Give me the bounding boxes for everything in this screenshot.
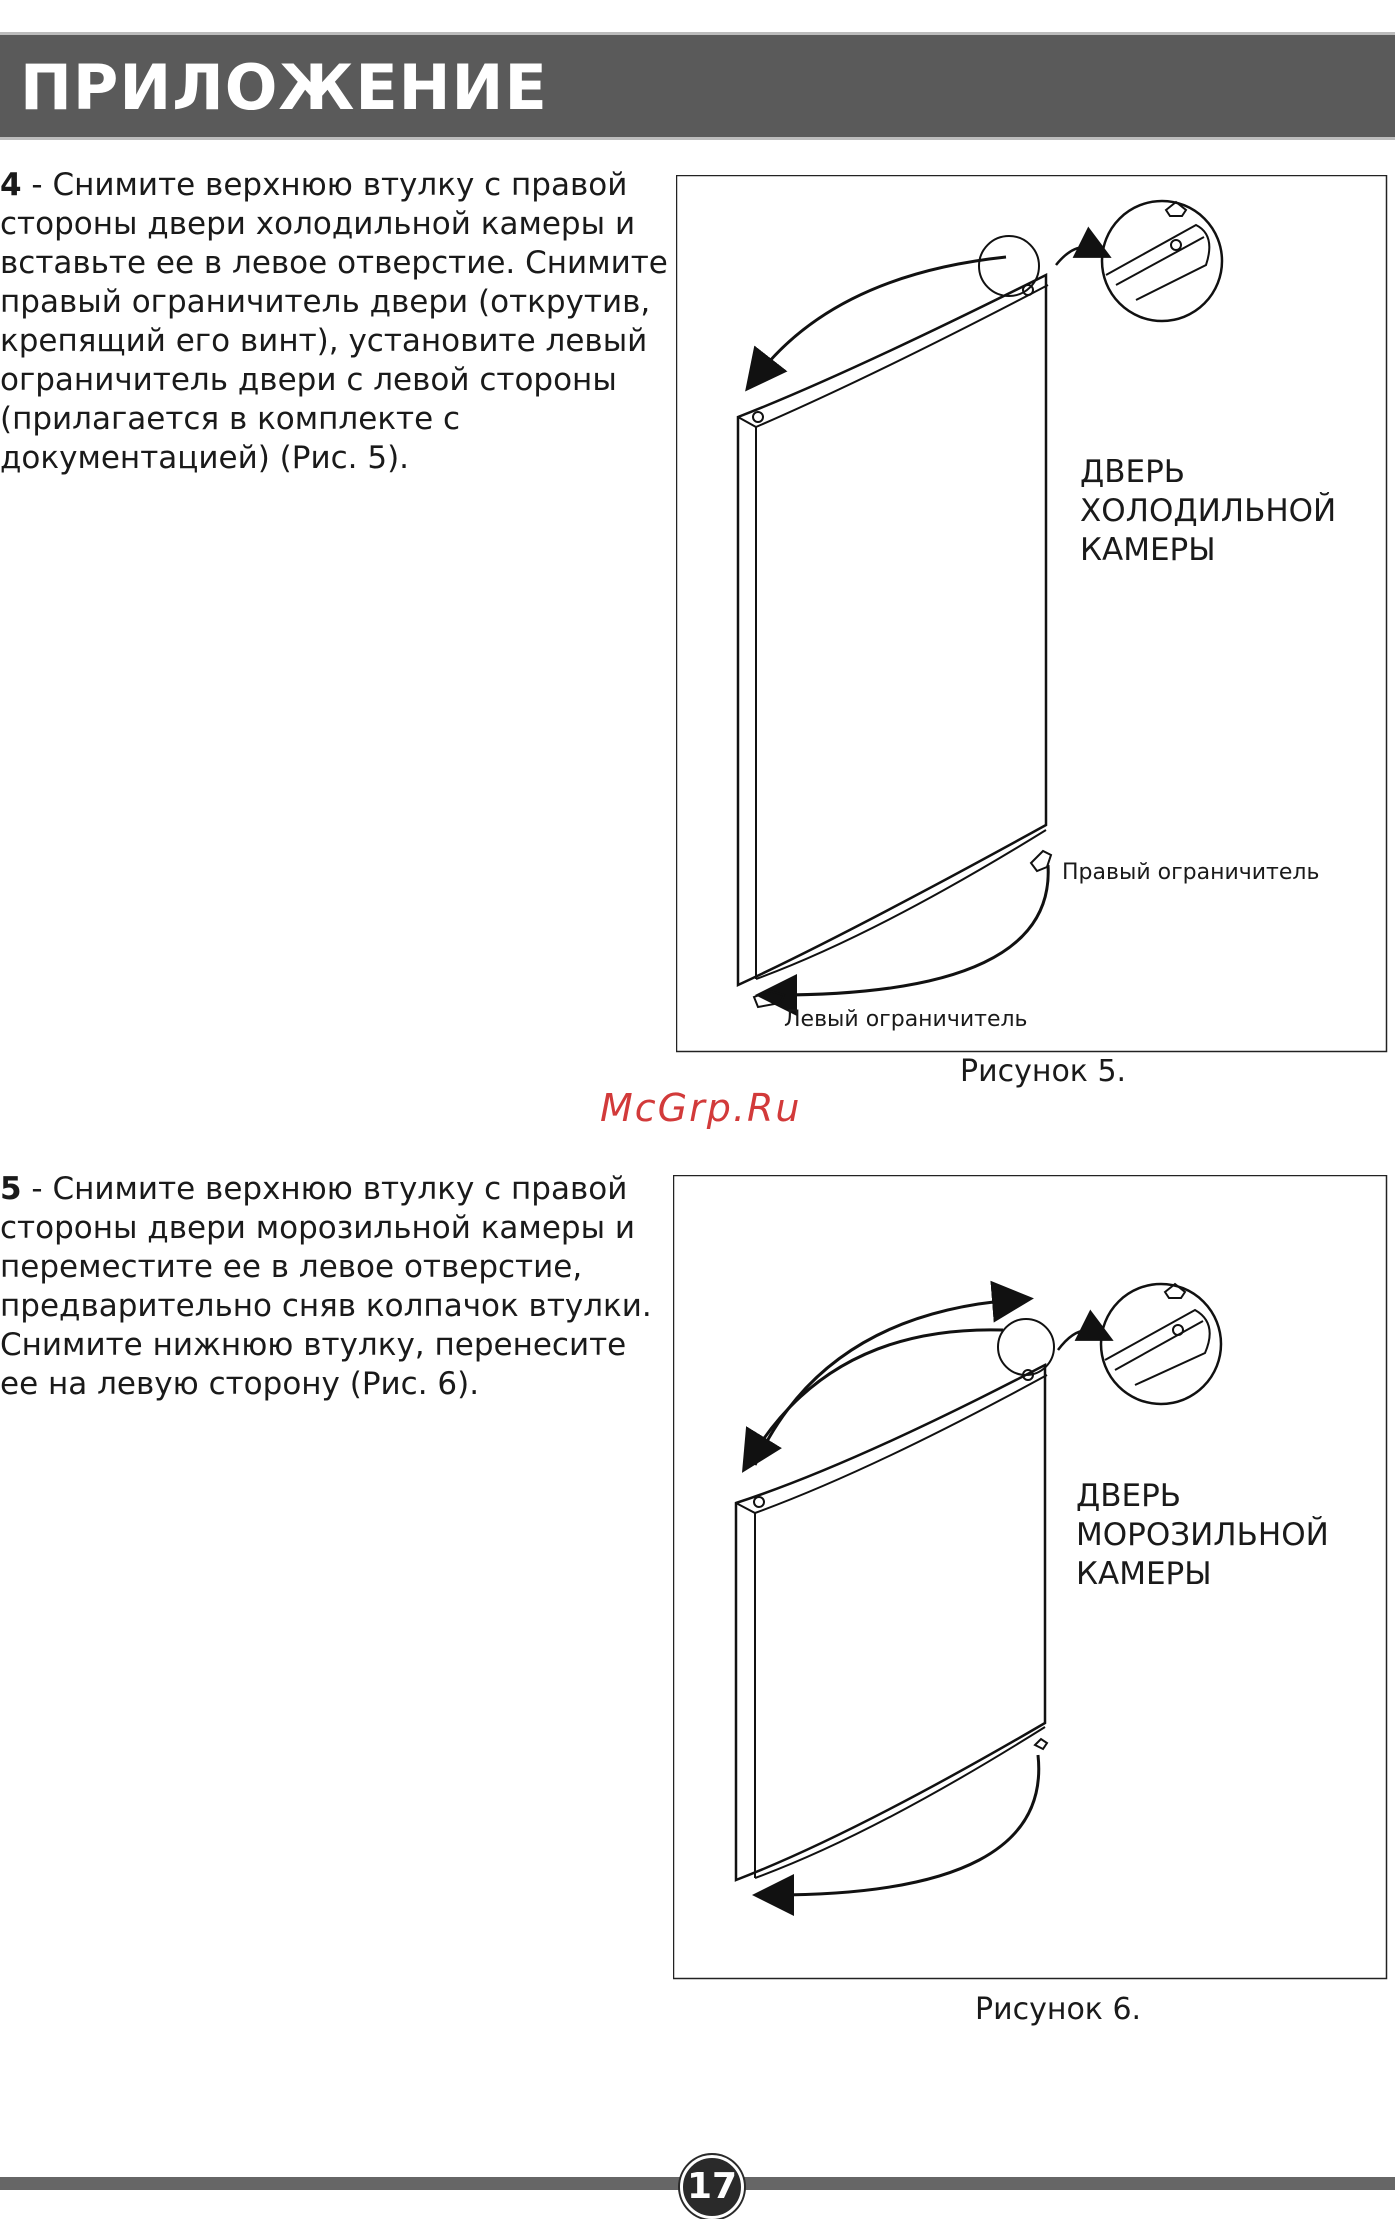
step-5-text	[0, 1170, 670, 1404]
page-number: 17	[680, 2155, 744, 2219]
step-4-number: 4	[0, 167, 22, 203]
figure-6-caption: Рисунок 6.	[975, 1992, 1142, 2027]
fridge-door-label	[1080, 453, 1336, 570]
figure-5-caption: Рисунок 5.	[960, 1054, 1127, 1089]
figure-6	[673, 1175, 1388, 1980]
right-stopper-label: Правый ограничитель	[1062, 860, 1320, 885]
step-5-body: - Снимите верхнюю втулку с правой стороны двери морозильной камеры и переместите ее в левое отверстие, предварительно сняв колпачок втулки. Снимите нижнюю втулку, перенесите ее на левую сторону (Рис. 6).	[0, 1171, 652, 1402]
page-title: ПРИЛОЖЕНИЕ	[20, 51, 548, 124]
door-label-line: ДВЕРЬ	[1080, 454, 1186, 490]
step-4-text	[0, 166, 670, 478]
door-label-line: МОРОЗИЛЬНОЙ	[1076, 1517, 1329, 1553]
fridge-door-shape	[738, 275, 1046, 985]
left-stopper-label: Левый ограничитель	[784, 1007, 1028, 1032]
left-stopper-icon	[754, 991, 784, 1007]
watermark: McGrp.Ru	[600, 1086, 802, 1130]
door-label-line: КАМЕРЫ	[1080, 532, 1216, 568]
figure-5	[676, 175, 1388, 1053]
figure-5-drawing	[676, 175, 1388, 1053]
step-5-number: 5	[0, 1171, 22, 1207]
door-label-line: ДВЕРЬ	[1076, 1478, 1182, 1514]
freezer-door-shape	[736, 1365, 1045, 1880]
header-bar	[0, 32, 1395, 140]
freezer-door-label	[1076, 1477, 1329, 1594]
step-4-body: - Снимите верхнюю втулку с правой стороны двери холодильной камеры и вставьте ее в левое отверстие. Снимите правый ограничитель двери (открутив, крепящий его винт), установите левый ограничитель двери с левой стороны (прилагается в комплекте с документацией) (Рис. 5).	[0, 167, 668, 476]
door-label-line: ХОЛОДИЛЬНОЙ	[1080, 493, 1337, 529]
door-label-line: КАМЕРЫ	[1076, 1556, 1212, 1592]
